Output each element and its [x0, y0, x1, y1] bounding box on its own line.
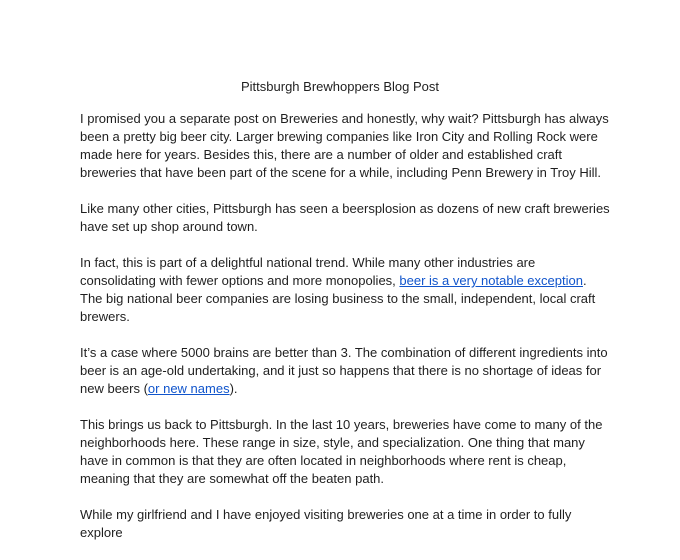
- paragraph-text: . The big national beer companies are losing business to the small, independent, local craft brewers.: [80, 273, 596, 324]
- paragraph-national-trend: [80, 254, 610, 326]
- paragraph-text: It’s a case where 5000 brains are better than 3. The combination of different ingredients into beer is an age-old undertaking, and it just so happens that there is no shortage of ideas for new beers (: [80, 345, 608, 396]
- paragraph-text: In fact, this is part of a delightful national trend. While many other industries are consolidating with fewer options and more monopolies,: [80, 255, 536, 288]
- paragraph-pittsburgh: This brings us back to Pittsburgh. In the last 10 years, breweries have come to many of the neighborhoods here. These range in size, style, and specialization. One thing that many have in common is that they are often located in neighborhoods where rent is cheap, meaning that they are somewhat off the beaten path.: [80, 417, 603, 486]
- paragraph-brains: [80, 344, 610, 398]
- paragraph-intro: I promised you a separate post on Breweries and honestly, why wait? Pittsburgh has always been a pretty big beer city. Larger brewing companies like Iron City and Rolling Rock were made here for years. Besides this, there are a number of older and established craft breweries that have been part of the scene for a while, including Penn Brewery in Troy Hill.: [80, 111, 609, 180]
- notable-exception-link[interactable]: beer is a very notable exception: [399, 273, 583, 288]
- document-body: [80, 110, 610, 560]
- new-names-link[interactable]: or new names: [147, 381, 230, 396]
- paragraph-girlfriend: While my girlfriend and I have enjoyed visiting breweries one at a time in order to fully explore: [80, 507, 572, 540]
- document-title: Pittsburgh Brewhoppers Blog Post: [241, 79, 439, 94]
- paragraph-beersplosion: Like many other cities, Pittsburgh has seen a beersplosion as dozens of new craft breweries have set up shop around town.: [80, 201, 610, 234]
- paragraph-text: ).: [229, 381, 238, 396]
